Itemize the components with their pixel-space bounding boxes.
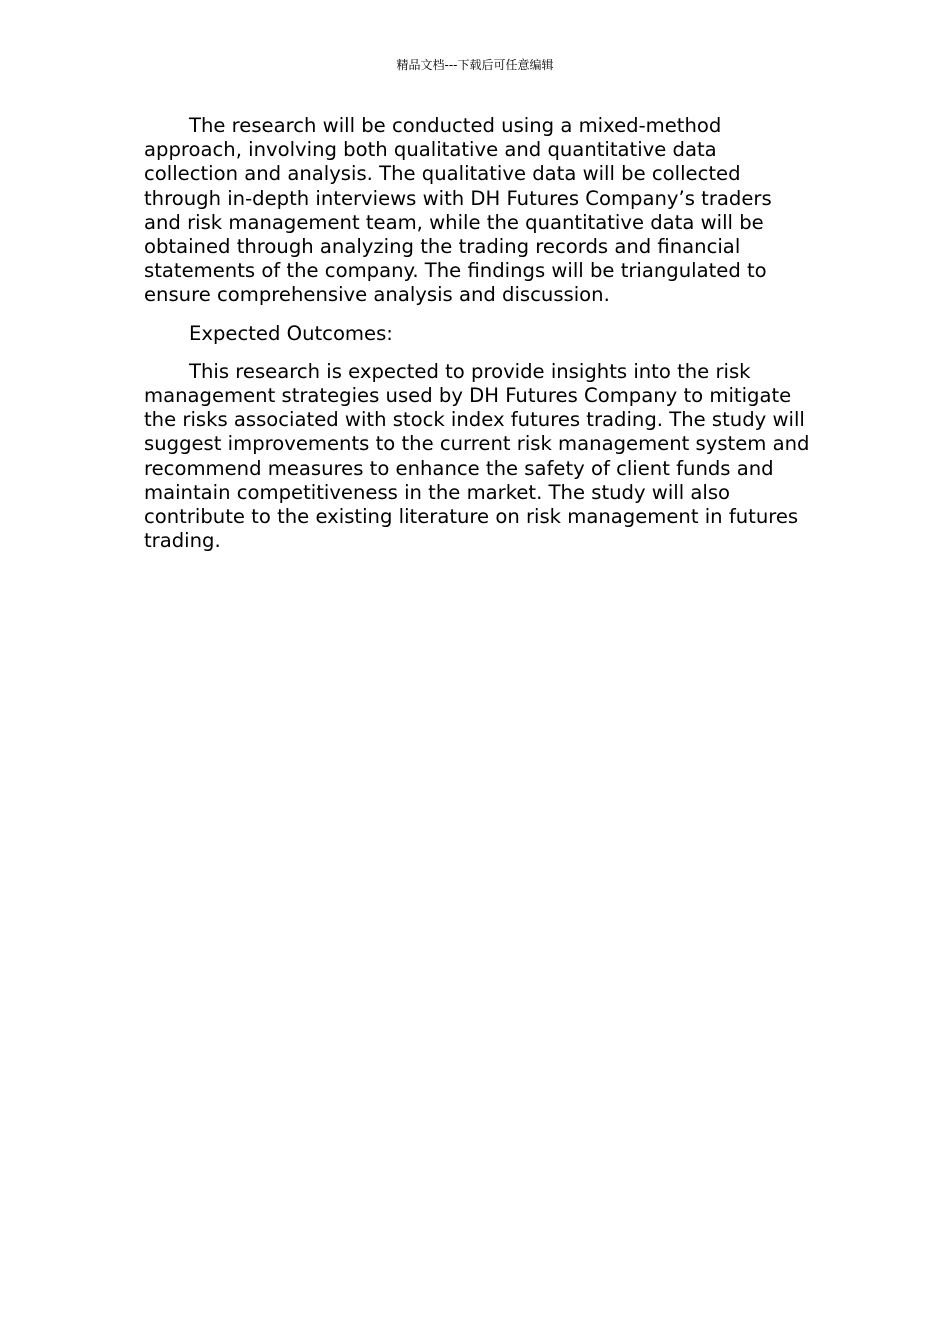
page-header: 精品文档---下载后可任意编辑 (396, 58, 554, 72)
paragraph-expected-outcomes: This research is expected to provide insights into the risk management strategies used by DH Futures Company to mitigate the risks associated with stock index futures trading. The study will suggest improvements to the current risk management system and recommend measures to enhance the safety of client funds and maintain competitiveness in the market. The study will also contribute to the existing literature on risk management in futures trading. (144, 359, 810, 553)
section-heading-expected-outcomes: Expected Outcomes: (189, 321, 393, 345)
document-body (144, 114, 814, 567)
paragraph-methodology: The research will be conducted using a mixed-method approach, involving both qualitative and quantitative data collection and analysis. The qualitative data will be collected through in-depth interviews with DH Futures Company’s traders and risk management team, while the quantitative data will be obtained through analyzing the trading records and financial statements of the company. The findings will be triangulated to ensure comprehensive analysis and discussion. (144, 114, 772, 307)
